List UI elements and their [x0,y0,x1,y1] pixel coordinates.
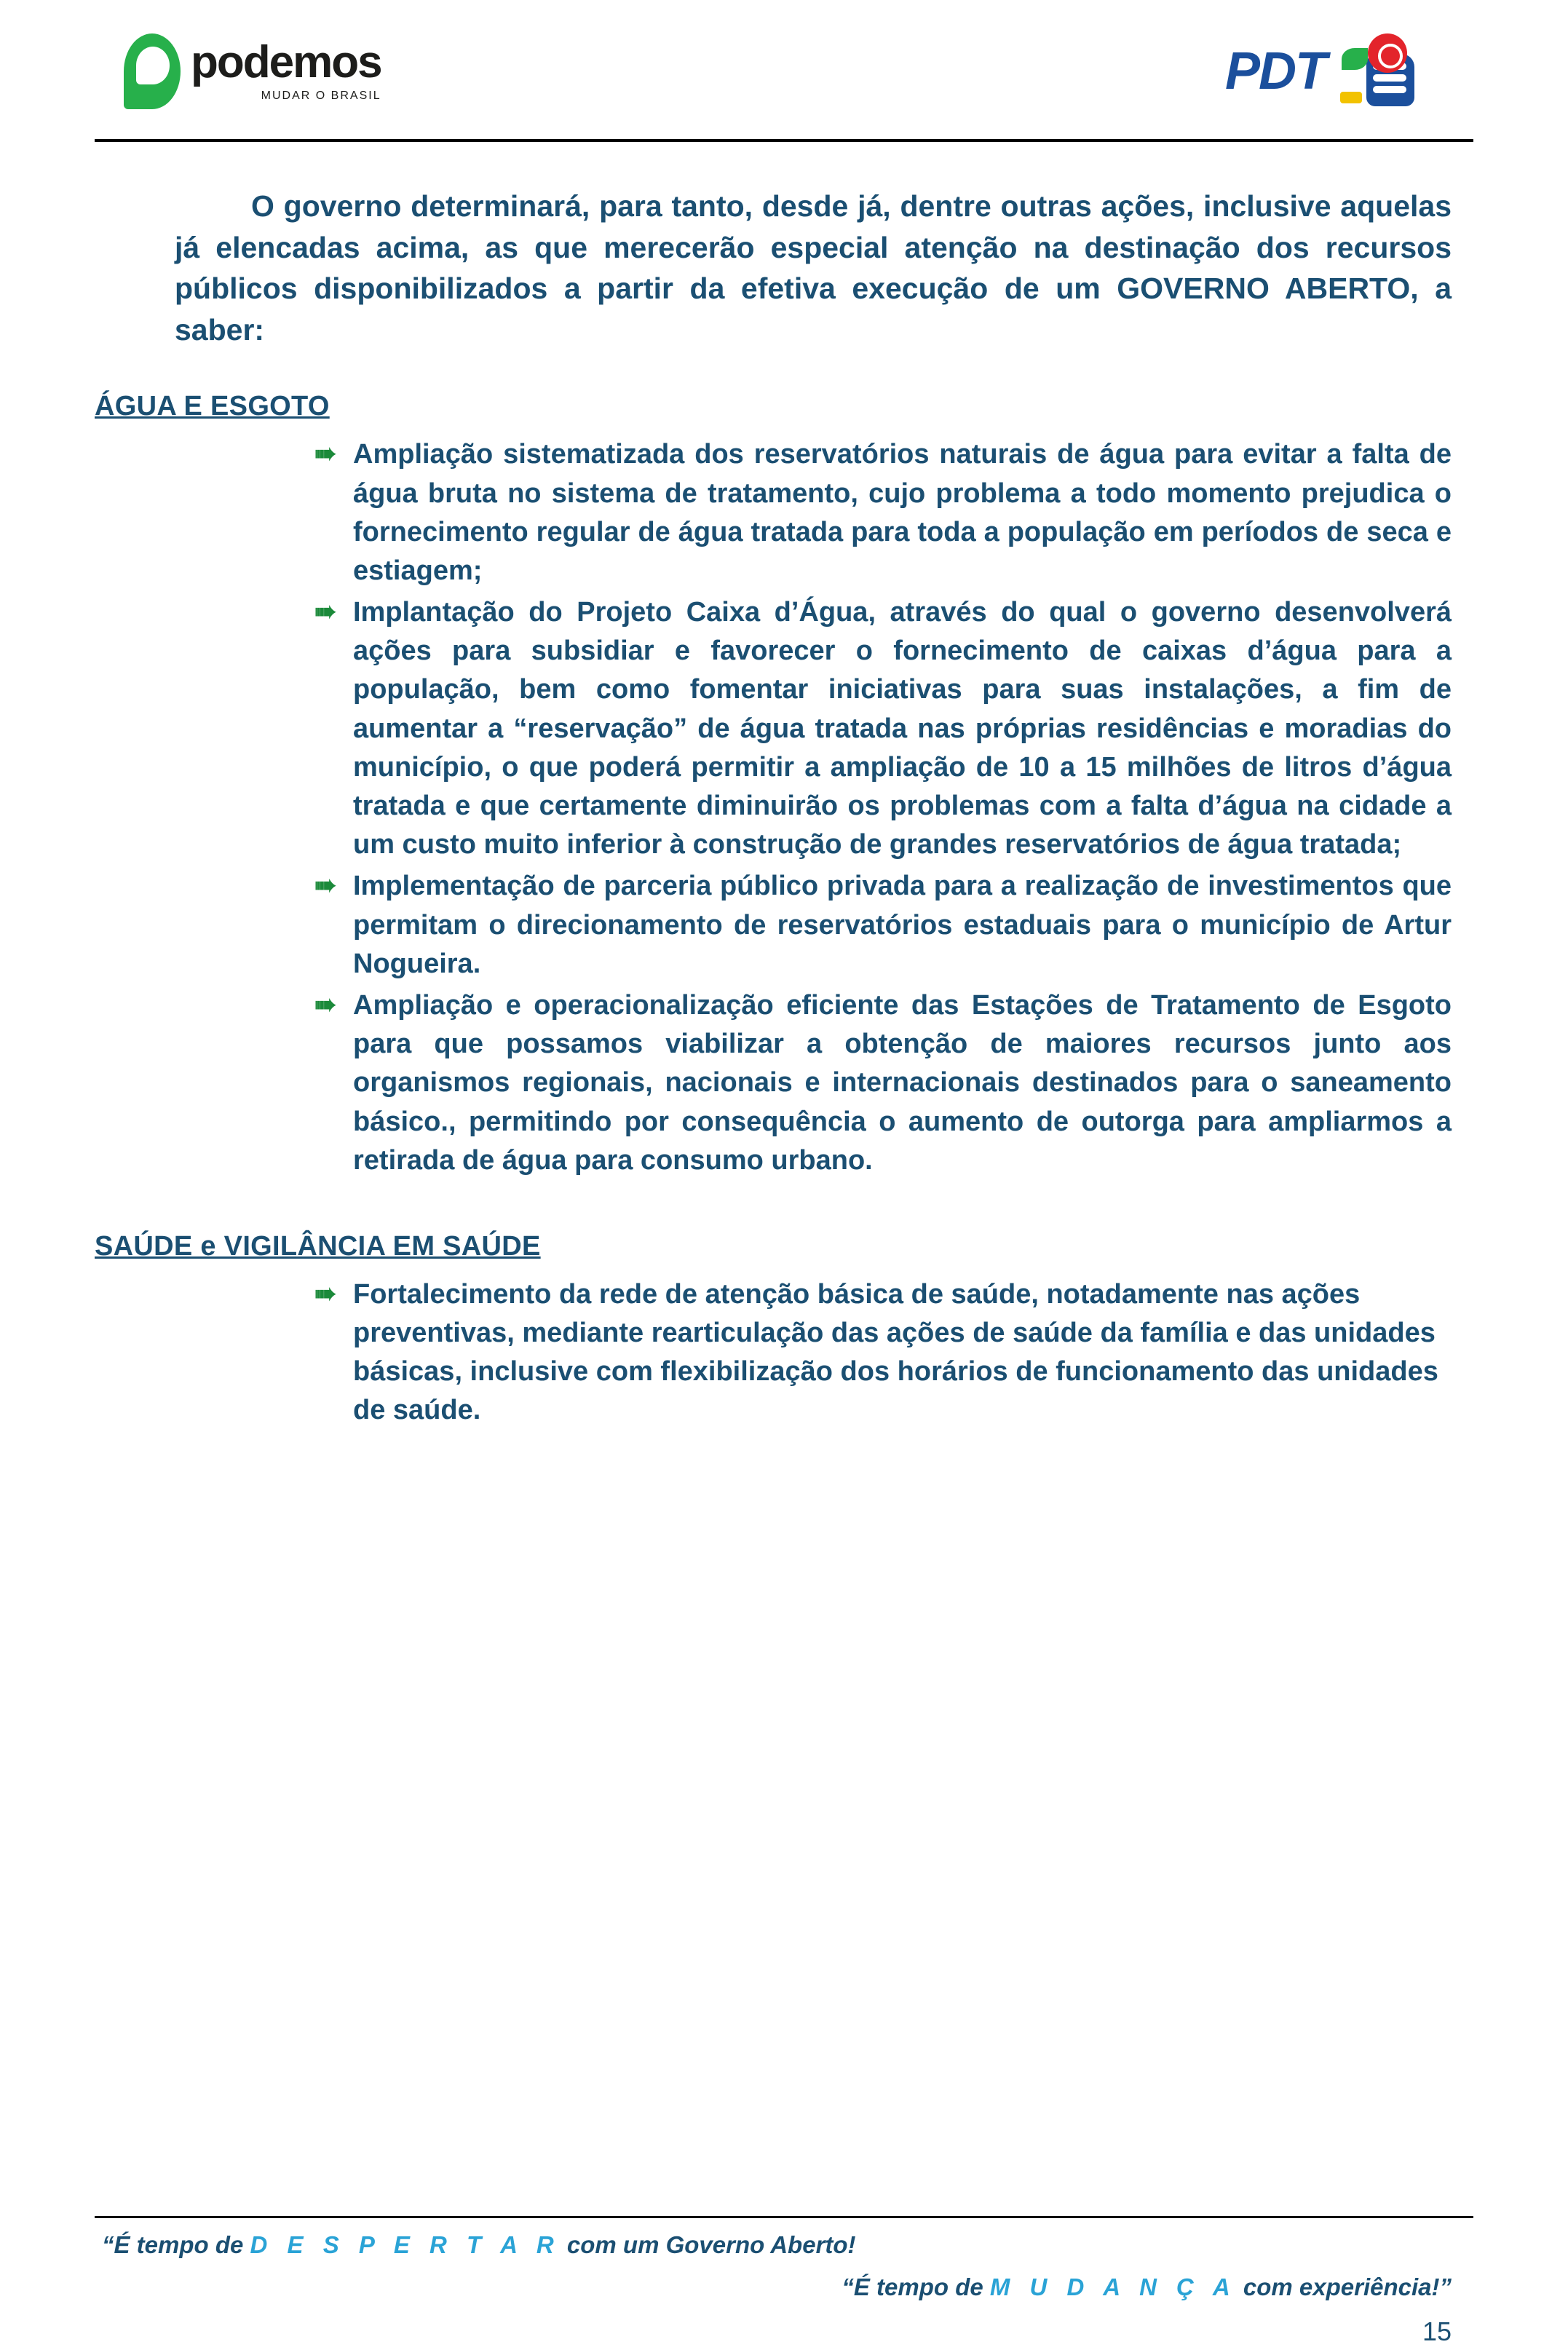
footer-slogan-line-1 [95,2227,1473,2263]
podemos-wordmark [191,36,381,103]
bullet-list-saude [95,1275,1473,1430]
arrow-bullet-icon: ➠ [314,989,337,1019]
section-title-saude: SAÚDE e VIGILÂNCIA EM SAÚDE [95,1230,541,1262]
podemos-tagline: MUDAR O BRASIL [261,89,381,102]
page-header [95,0,1473,142]
arrow-bullet-icon: ➠ [314,438,337,469]
footer-divider [95,2216,1473,2218]
arrow-bullet-icon: ➠ [314,870,337,901]
section-title-agua-esgoto: ÁGUA E ESGOTO [95,391,330,422]
page-footer [95,2216,1473,2346]
list-item-text: Ampliação e operacionalização eficiente das Estações de Tratamento de Esgoto para que possamos viabilizar a obtenção de maiores recursos junto aos organismos regionais, nacionais e internacionais destinados para o saneamento básico., permitindo por consequência o aumento de outorga para ampliarmos a retirada de água para consumo urbano. [353,989,1452,1176]
intro-paragraph [95,186,1473,350]
pdt-emblem-icon [1337,33,1419,109]
list-item [314,1275,1452,1430]
intro-text: O governo determinará, para tanto, desde já, dentre outras ações, inclusive aquelas já elencadas acima, as que merecerão especial atenção na destinação dos recursos públicos disponibilizados a partir da efetiva execução de um GOVERNO ABERTO, a saber: [175,189,1452,347]
pdt-name: PDT [1225,41,1326,100]
podemos-logo [124,33,381,109]
list-item-text: Ampliação sistematizada dos reservatórios naturais de água para evitar a falta de água bruta no sistema de tratamento, cujo problema a todo momento prejudica o fornecimento regular de água tratada para toda a população em períodos de seca e estiagem; [353,439,1452,586]
list-item [314,986,1452,1180]
footer-line2-highlight: M U D A N Ç A [989,2273,1237,2300]
podemos-name: podemos [191,36,381,87]
list-item [314,867,1452,983]
header-divider [95,139,1473,142]
footer-line2-suffix: com experiência!” [1243,2273,1452,2300]
page-number: 15 [1422,2316,1452,2346]
footer-slogan-line-2 [95,2269,1473,2306]
document-body [95,142,1473,1430]
bullet-list-agua-esgoto [95,435,1473,1180]
list-item [314,593,1452,864]
arrow-bullet-icon: ➠ [314,596,337,627]
arrow-bullet-icon: ➠ [314,1278,337,1308]
footer-line1-suffix: com um Governo Aberto! [566,2231,856,2258]
list-item-text: Implantação do Projeto Caixa d’Água, através do qual o governo desenvolverá ações para subsidiar e favorecer o fornecimento de caixas d’água para a população, bem como fomentar iniciativas para suas instalações, a fim de aumentar a “reservação” de água tratada nas próprias residências e moradias do município, o que poderá permitir a ampliação de 10 a 15 milhões de litros d’água tratada e que certamente diminuirão os problemas com a falta d’água na cidade a um custo muito inferior à construção de grandes reservatórios de água tratada; [353,597,1452,860]
list-item-text: Fortalecimento da rede de atenção básica de saúde, notadamente nas ações preventivas, mediante rearticulação das ações de saúde da família e das unidades básicas, inclusive com flexibilização dos horários de funcionamento das unidades de saúde. [353,1278,1438,1426]
list-item-text: Implementação de parceria público privada para a realização de investimentos que permitam o direcionamento de reservatórios estaduais para o município de Artur Nogueira. [353,871,1452,979]
list-item [314,435,1452,590]
footer-line2-prefix: “É tempo de [842,2273,983,2300]
podemos-leaf-icon [124,33,181,109]
pdt-logo [1225,33,1419,109]
footer-line1-prefix: “É tempo de [102,2231,244,2258]
footer-line1-highlight: D E S P E R T A R [250,2231,561,2258]
